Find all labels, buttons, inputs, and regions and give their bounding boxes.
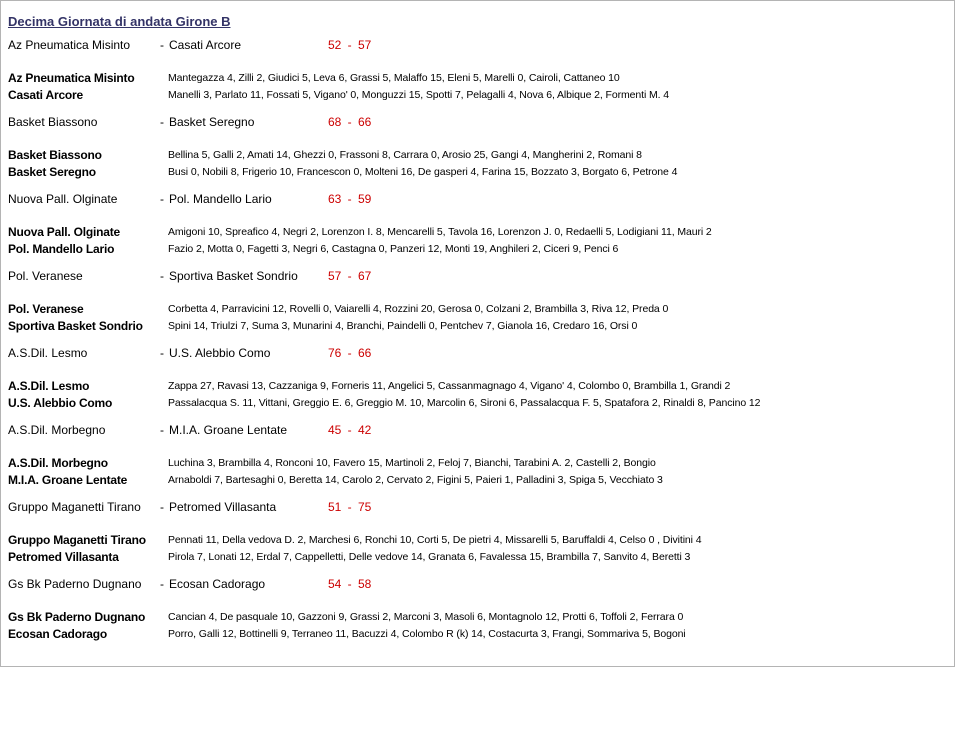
away-lineup-players: Arnaboldi 7, Bartesaghi 0, Beretta 14, Carolo 2, Cervato 2, Figini 5, Paieri 1, Palladini 3, Spiga 5, Vecchiato 3: [168, 474, 663, 486]
home-lineup-team: Basket Biassono: [8, 148, 102, 162]
away-team-name: Basket Seregno: [169, 115, 255, 129]
away-team-name: Pol. Mandello Lario: [169, 192, 272, 206]
away-team-name: Ecosan Cadorago: [169, 577, 266, 591]
match-result-row: [0, 192, 955, 208]
home-team-name: Gs Bk Paderno Dugnano: [8, 577, 142, 591]
away-lineup-team: Casati Arcore: [8, 88, 83, 102]
home-lineup-row: [0, 302, 955, 317]
match-result-row: [0, 500, 955, 516]
separator-dash: -: [160, 346, 164, 360]
away-lineup-row: [0, 242, 955, 257]
home-lineup-players: Luchina 3, Brambilla 4, Ronconi 10, Favero 15, Martinoli 2, Feloj 7, Bianchi, Tarabini A. 2, Castelli 2, Bongio: [168, 457, 656, 469]
away-lineup-row: [0, 165, 955, 180]
match-block: [0, 577, 955, 731]
match-score: 63 - 59: [328, 192, 372, 206]
away-lineup-players: Spini 14, Triulzi 7, Suma 3, Munarini 4, Branchi, Paindelli 0, Pentchev 7, Gianola 16, Credaro 16, Orsi 0: [168, 320, 638, 332]
home-lineup-row: [0, 379, 955, 394]
home-team-name: Pol. Veranese: [8, 269, 83, 283]
away-lineup-row: [0, 88, 955, 103]
page-title: Decima Giornata di andata Girone B: [8, 14, 231, 29]
away-lineup-team: Pol. Mandello Lario: [8, 242, 115, 256]
home-lineup-team: Gs Bk Paderno Dugnano: [8, 610, 146, 624]
away-team-name: M.I.A. Groane Lentate: [169, 423, 288, 437]
away-lineup-players: Busi 0, Nobili 8, Frigerio 10, Francescon 0, Molteni 16, De gasperi 4, Farina 15, Bozzato 3, Borgato 6, Petrone 4: [168, 166, 678, 178]
home-team-name: Nuova Pall. Olginate: [8, 192, 118, 206]
match-result-row: [0, 577, 955, 593]
home-lineup-players: Bellina 5, Galli 2, Amati 14, Ghezzi 0, Frassoni 8, Carrara 0, Arosio 25, Gangi 4, Mangherini 2, Romani 8: [168, 149, 642, 161]
home-lineup-team: Nuova Pall. Olginate: [8, 225, 121, 239]
home-lineup-row: [0, 533, 955, 548]
away-lineup-players: Porro, Galli 12, Bottinelli 9, Terraneo 11, Bacuzzi 4, Colombo R (k) 14, Costacurta 3, Frangi, Sommariva 5, Bogoni: [168, 628, 686, 640]
separator-dash: -: [160, 500, 164, 514]
home-lineup-row: [0, 610, 955, 625]
match-score: 76 - 66: [328, 346, 372, 360]
home-lineup-row: [0, 71, 955, 86]
home-lineup-row: [0, 148, 955, 163]
away-lineup-team: Sportiva Basket Sondrio: [8, 319, 143, 333]
away-lineup-row: [0, 473, 955, 488]
away-lineup-players: Fazio 2, Motta 0, Fagetti 3, Negri 6, Castagna 0, Panzeri 12, Monti 19, Anghileri 2, Ciceri 9, Penci 6: [168, 243, 619, 255]
match-score: 57 - 67: [328, 269, 372, 283]
separator-dash: -: [160, 192, 164, 206]
home-team-name: Basket Biassono: [8, 115, 98, 129]
away-lineup-team: Petromed Villasanta: [8, 550, 119, 564]
separator-dash: -: [160, 115, 164, 129]
separator-dash: -: [160, 38, 164, 52]
away-team-name: Petromed Villasanta: [169, 500, 277, 514]
away-lineup-team: U.S. Alebbio Como: [8, 396, 113, 410]
separator-dash: -: [160, 577, 164, 591]
match-result-row: [0, 423, 955, 439]
away-team-name: U.S. Alebbio Como: [169, 346, 271, 360]
away-lineup-players: Passalacqua S. 11, Vittani, Greggio E. 6, Greggio M. 10, Marcolin 6, Sironi 6, Passalacqua F. 5, Spatafora 2, Rinaldi 8, Pancino 12: [168, 397, 761, 409]
away-lineup-players: Pirola 7, Lonati 12, Erdal 7, Cappelletti, Delle vedove 14, Granata 6, Favalessa 15, Brambilla 7, Sanvito 4, Beretti 3: [168, 551, 691, 563]
match-result-row: [0, 115, 955, 131]
home-lineup-team: Gruppo Maganetti Tirano: [8, 533, 146, 547]
home-lineup-row: [0, 456, 955, 471]
home-lineup-team: Pol. Veranese: [8, 302, 84, 316]
match-result-row: [0, 38, 955, 54]
home-lineup-team: A.S.Dil. Morbegno: [8, 456, 108, 470]
away-team-name: Sportiva Basket Sondrio: [169, 269, 298, 283]
match-score: 68 - 66: [328, 115, 372, 129]
home-lineup-players: Pennati 11, Della vedova D. 2, Marchesi 6, Ronchi 10, Corti 5, De pietri 4, Missarelli 5, Baruffaldi 4, Celso 0 , Divitini 4: [168, 534, 702, 546]
match-result-row: [0, 346, 955, 362]
away-lineup-row: [0, 627, 955, 642]
home-team-name: A.S.Dil. Morbegno: [8, 423, 106, 437]
away-lineup-row: [0, 319, 955, 334]
match-score: 45 - 42: [328, 423, 372, 437]
match-result-row: [0, 269, 955, 285]
home-lineup-row: [0, 225, 955, 240]
home-lineup-team: Az Pneumatica Misinto: [8, 71, 135, 85]
away-lineup-team: Basket Seregno: [8, 165, 96, 179]
away-lineup-team: Ecosan Cadorago: [8, 627, 108, 641]
match-score: 52 - 57: [328, 38, 372, 52]
away-lineup-players: Manelli 3, Parlato 11, Fossati 5, Vigano' 0, Monguzzi 15, Spotti 7, Pelagalli 4, Nova 6, Albique 2, Formenti M. 4: [168, 89, 670, 101]
home-lineup-players: Zappa 27, Ravasi 13, Cazzaniga 9, Forneris 11, Angelici 5, Cassanmagnago 4, Vigano' 4, Colombo 0, Brambilla 1, Grandi 2: [168, 380, 731, 392]
home-lineup-players: Cancian 4, De pasquale 10, Gazzoni 9, Grassi 2, Marconi 3, Masoli 6, Montagnolo 12, Protti 6, Toffoli 2, Ferrara 0: [168, 611, 684, 623]
away-lineup-row: [0, 396, 955, 411]
separator-dash: -: [160, 269, 164, 283]
home-team-name: Gruppo Maganetti Tirano: [8, 500, 141, 514]
away-lineup-team: M.I.A. Groane Lentate: [8, 473, 128, 487]
home-team-name: Az Pneumatica Misinto: [8, 38, 131, 52]
away-lineup-row: [0, 550, 955, 565]
home-lineup-players: Corbetta 4, Parravicini 12, Rovelli 0, Vaiarelli 4, Rozzini 20, Gerosa 0, Colzani 2, Brambilla 3, Riva 12, Preda 0: [168, 303, 669, 315]
home-lineup-players: Amigoni 10, Spreafico 4, Negri 2, Lorenzon I. 8, Mencarelli 5, Tavola 16, Lorenzon J. 0, Redaelli 5, Lodigiani 11, Mauri 2: [168, 226, 712, 238]
home-lineup-team: A.S.Dil. Lesmo: [8, 379, 90, 393]
home-lineup-players: Mantegazza 4, Zilli 2, Giudici 5, Leva 6, Grassi 5, Malaffo 15, Eleni 5, Marelli 0, Cairoli, Cattaneo 10: [168, 72, 620, 84]
home-team-name: A.S.Dil. Lesmo: [8, 346, 88, 360]
match-score: 51 - 75: [328, 500, 372, 514]
away-team-name: Casati Arcore: [169, 38, 242, 52]
match-score: 54 - 58: [328, 577, 372, 591]
separator-dash: -: [160, 423, 164, 437]
